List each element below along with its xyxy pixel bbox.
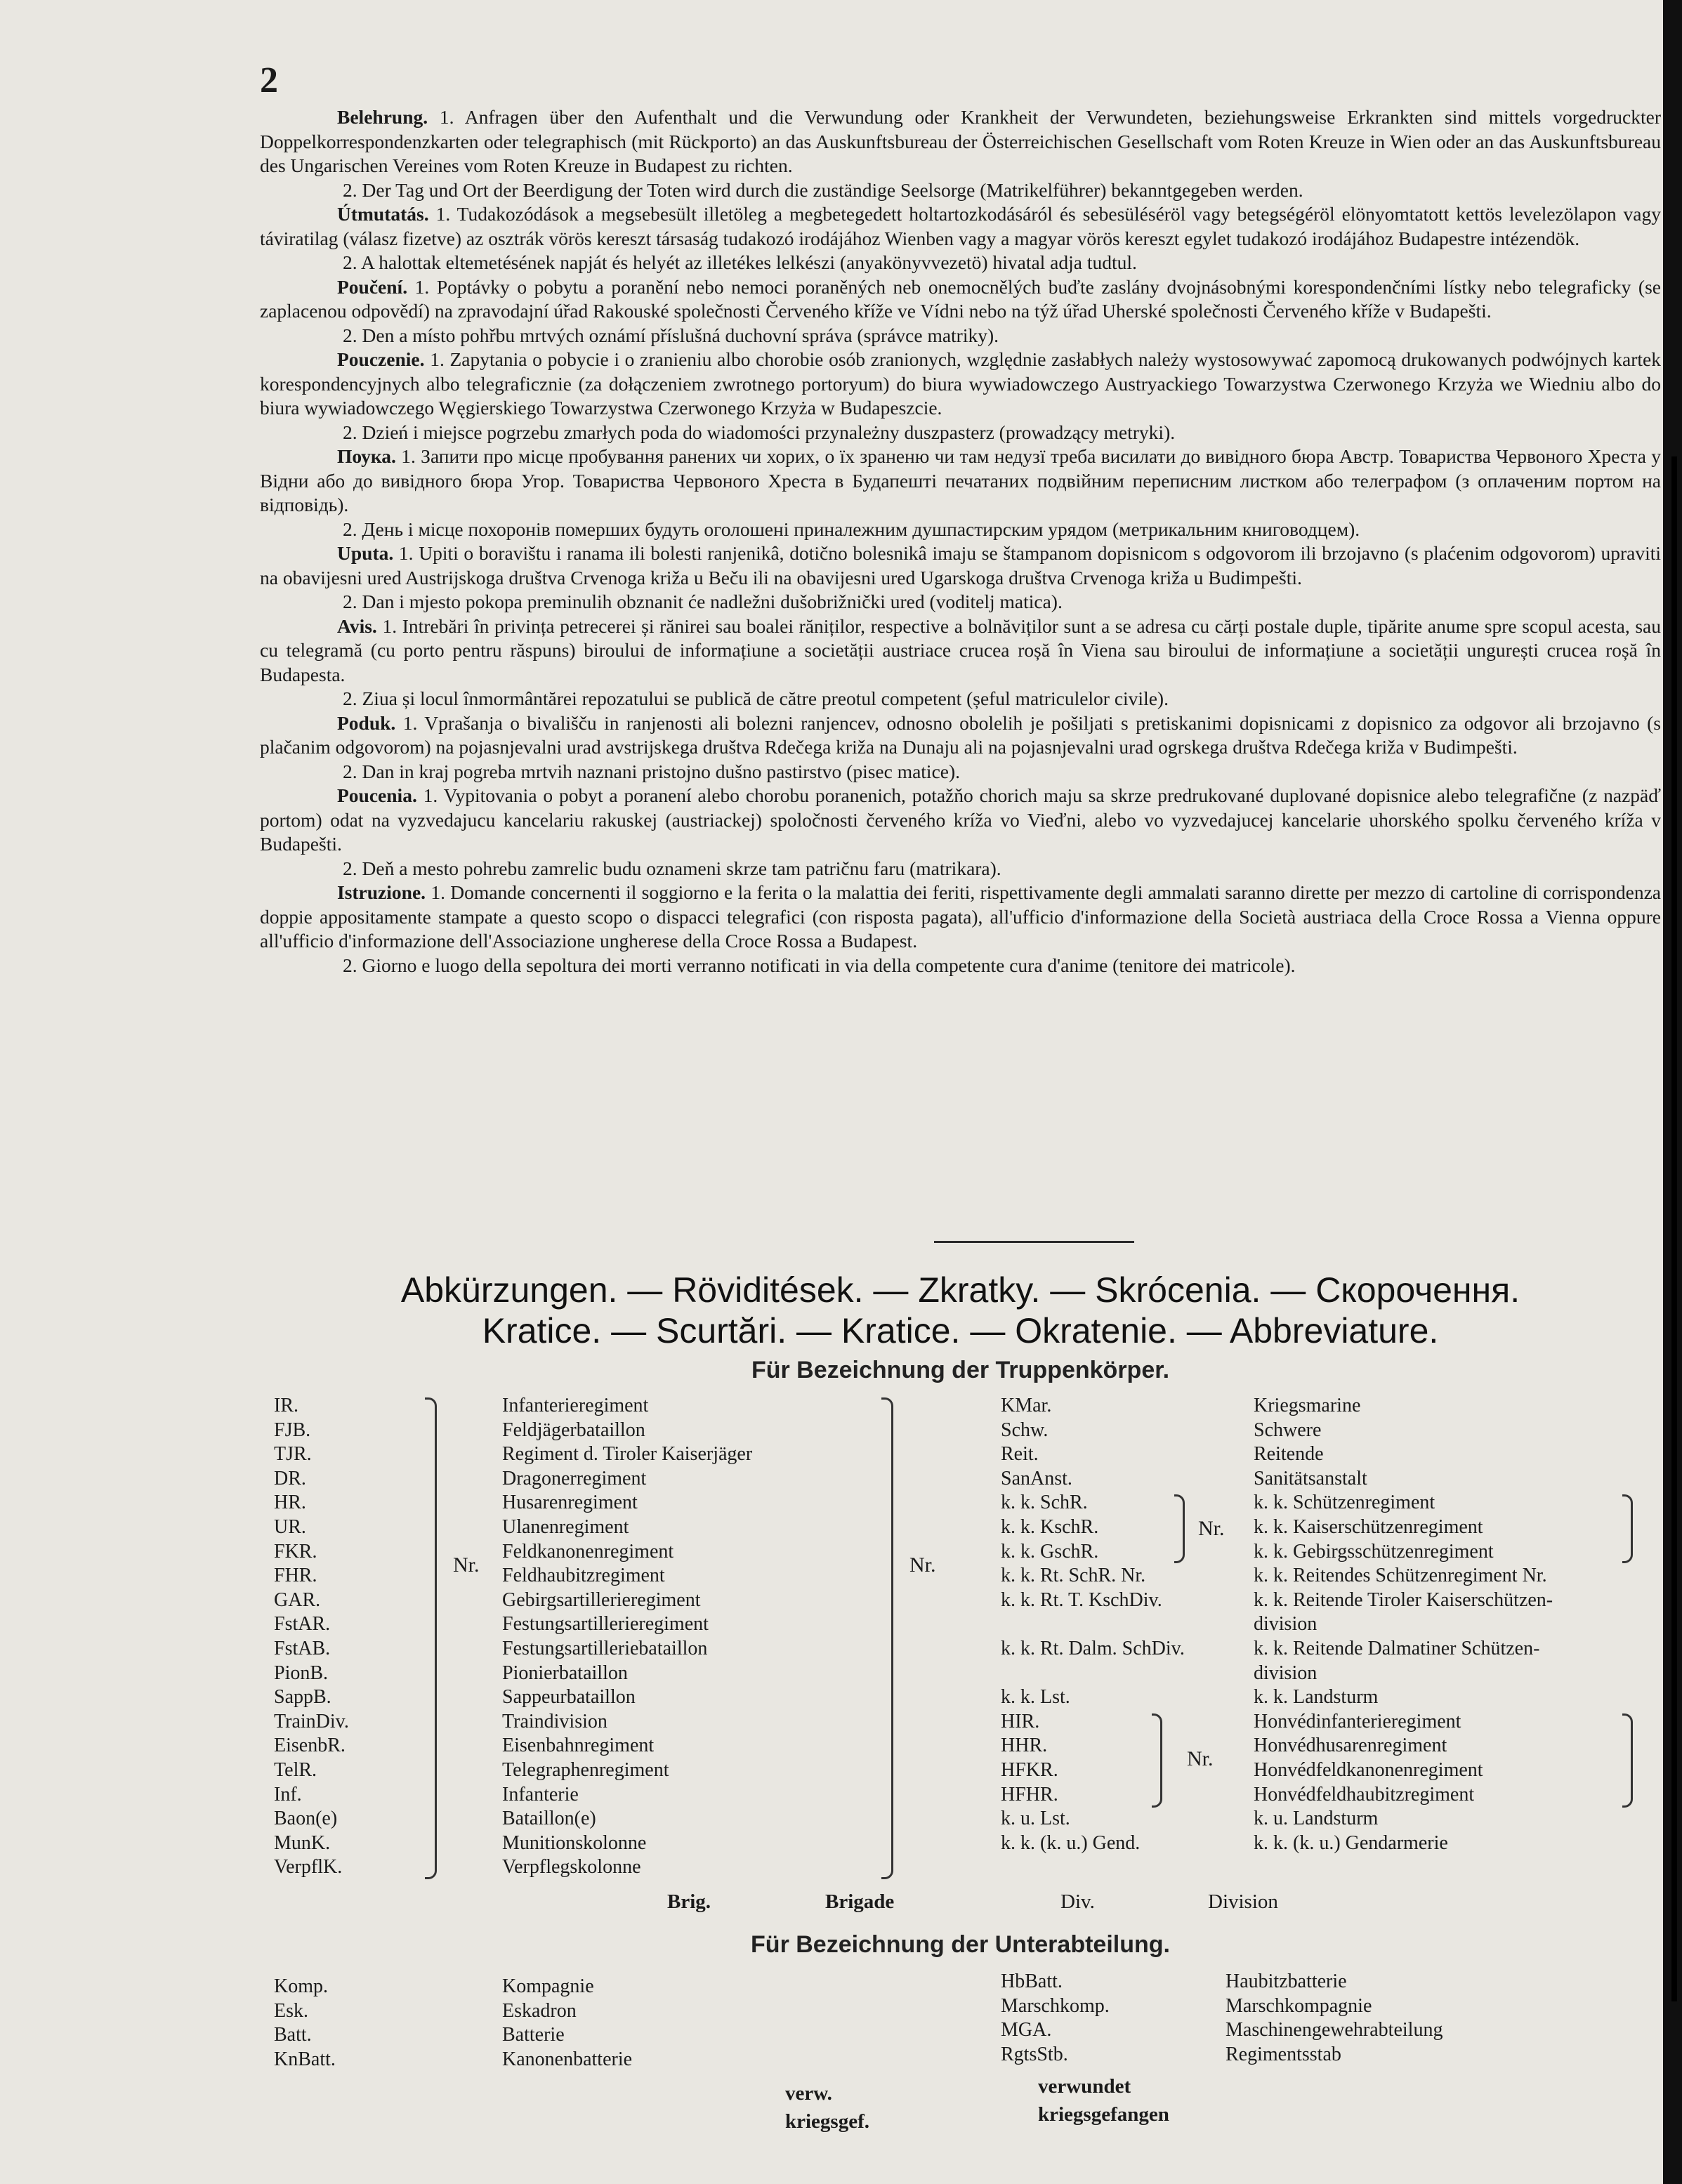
brig-abbreviation: Brig.	[667, 1890, 711, 1913]
abbreviation-item: Komp.	[274, 1975, 328, 1997]
fullname-item: Regimentsstab	[1226, 2043, 1341, 2065]
separator-rule	[934, 1241, 1134, 1243]
abbreviation-item: Inf.	[274, 1783, 302, 1805]
instruction-text: 2. Der Tag und Ort der Beerdigung der Toten wird durch die zuständige Seelsorge (Matrikelführer) bekanntgegeben werden.	[343, 178, 1303, 201]
fullname-item: Kriegsmarine	[1254, 1395, 1361, 1416]
abbreviation-item: RgtsStb.	[1001, 2043, 1068, 2065]
instruction-lead: Uputa.	[337, 542, 394, 564]
instruction-paragraph	[260, 324, 1661, 348]
abbreviation-item: k. k. KschR.	[1001, 1515, 1099, 1538]
abbreviation-item: k. k. Rt. T. KschDiv.	[1001, 1588, 1162, 1611]
abbreviation-item: k. u. Lst.	[1001, 1808, 1070, 1830]
instruction-text: 2. Dan in kraj pogreba mrtvih naznani pristojno dušno pastirstvo (pisec matice).	[343, 760, 961, 782]
div-fullname: Division	[1208, 1890, 1278, 1913]
fullname-item: Kompagnie	[502, 1975, 594, 1997]
abbreviation-item: GAR.	[274, 1588, 321, 1611]
abbreviation-item: FJB.	[274, 1419, 311, 1441]
fullname-item: Telegraphenregiment	[502, 1758, 669, 1781]
abbreviation-item: TelR.	[274, 1758, 317, 1781]
fullname-item: k. k. Reitendes Schützenregiment Nr.	[1254, 1565, 1547, 1587]
abbreviation-item: DR.	[274, 1467, 306, 1489]
instruction-text: 1. Poptávky o pobytu a poranění nebo nemoci poraněných neb onemocnělých buďte zaslány dvojnásobnými korespondenčními lístky nebo telegraficky (se zaplacenou odpovědí) na zpravodajní úřad Rakouské společnosti Červeného kříže ve Vídni nebo na týž úřad Uherské společnosti Červeného kříže v Budapešti.	[260, 275, 1661, 322]
instruction-paragraph	[260, 202, 1661, 251]
fullname-item: Honvédhusarenregiment	[1254, 1735, 1447, 1757]
instruction-paragraph	[260, 275, 1661, 324]
page-number: 2	[260, 60, 278, 100]
fullname-item: Haubitzbatterie	[1226, 1971, 1347, 1992]
instruction-lead: Belehrung.	[337, 106, 428, 128]
instruction-paragraph	[260, 687, 1661, 711]
troops-heading: Für Bezeichnung der Truppenkörper.	[751, 1357, 1170, 1383]
middle-brace	[881, 1397, 893, 1879]
fullname-item: Dragonerregiment	[502, 1467, 647, 1489]
abbreviation-item: SanAnst.	[1001, 1467, 1072, 1489]
instruction-text: 1. Intrebări în privința petrecerei și rănirei sau boalei răniților, respective a bolnăviților sunt a se adresa cu cărți postale duple, tipărite anume spre scopul acesta, sau cu telegramă (cu porto pentru răspuns) biroului de informațiune a societății austriace crucea roșă în Viena sau biroului de informațiune a societății ungurești crucea roșă în Budapesta.	[260, 614, 1662, 685]
instructions-section	[260, 105, 1661, 978]
instruction-text: 1. Vprašanja o bivališču in ranjenosti ali bolezni ranjencev, odnosno obolelih je pošiljati s pretiskanimi dopisnicami z dopisnico za odgovor ali brzojavno (s plačanim odgovorom) na pojasnjevalni urad avstrijskega društva Rdečega križa na Dunaju ali na pojasnjevalni urad ogrskega društva Rdečega križa v Budimpešti.	[260, 711, 1661, 758]
left-fullname-list	[502, 1394, 752, 1880]
instruction-text: 2. A halottak eltemetésének napját és helyét az illetékes lelkészi (anyakönyvvezetö) hivatal adja tudtul.	[343, 251, 1137, 273]
footer-abbreviation-pow: kriegsgef.	[785, 2110, 869, 2133]
abbreviation-item: HR.	[274, 1492, 306, 1514]
subunit-right-fullname-list	[1226, 1970, 1443, 2067]
abbreviation-item: k. k. (k. u.) Gend.	[1001, 1831, 1141, 1854]
instruction-text: 2. День і місце похоронів померших будуть оголошені приналежним душпастирским урядом (метрикальним книговодцем).	[343, 518, 1360, 540]
schuetzen-brace	[1174, 1494, 1185, 1563]
abbreviation-item: k. k. Lst.	[1001, 1686, 1070, 1709]
abbreviation-item	[1001, 1662, 1185, 1686]
left-brace	[425, 1397, 437, 1879]
fullname-item: Festungsartillerieregiment	[502, 1613, 709, 1636]
fullname-item: Sanitätsanstalt	[1254, 1467, 1367, 1489]
fullname-item: division	[1254, 1662, 1318, 1684]
instruction-text: 2. Ziua și locul înmormântărei repozatului se publică de către preotul competent (șeful matriculelor civile).	[343, 688, 1169, 709]
abbreviation-item: KnBatt.	[274, 2048, 336, 2070]
abbreviation-item: MunK.	[274, 1831, 331, 1854]
subunit-left-fullname-list	[502, 1975, 632, 2072]
abbreviation-item: Baon(e)	[274, 1808, 338, 1830]
fullname-item: Infanterie	[502, 1783, 579, 1805]
left-nr-label: Nr.	[453, 1553, 480, 1577]
fullname-item: Sappeurbataillon	[502, 1686, 636, 1709]
instruction-text: 2. Dan i mjesto pokopa preminulih obznanit će nadležni dušobrižnički ured (voditelj matica).	[343, 591, 1063, 612]
instruction-paragraph	[260, 251, 1661, 275]
instruction-paragraph	[260, 954, 1661, 978]
fullname-item: Marschkompagnie	[1226, 1994, 1372, 2017]
footer-abbreviation-wounded: verw.	[785, 2082, 832, 2105]
instruction-lead: Istruzione.	[337, 881, 426, 903]
fullname-item: Munitionskolonne	[502, 1831, 647, 1854]
fullname-item: Infanterieregiment	[502, 1395, 649, 1416]
fullname-item: k. u. Landsturm	[1254, 1808, 1379, 1830]
instruction-paragraph	[260, 711, 1661, 760]
abbreviation-item: FstAR.	[274, 1613, 331, 1636]
honved-brace	[1152, 1713, 1162, 1808]
instruction-text: 2. Den a místo pohřbu mrtvých oznámí příslušná duchovní správa (správce matriky).	[343, 324, 999, 346]
abbreviation-item: Esk.	[274, 1999, 308, 2022]
fullname-item: Feldjägerbataillon	[502, 1419, 645, 1441]
abbreviation-item: HIR.	[1001, 1710, 1040, 1732]
fullname-item: Regiment d. Tiroler Kaiserjäger	[502, 1443, 753, 1466]
abbreviation-item: FKR.	[274, 1540, 317, 1563]
instruction-text: 1. Upiti o boravištu i ranama ili bolesti ranjenikâ, dotično bolesnikâ imaju se štampanom dopisnicom s odgovorom ili brzojavno (s plaćenim odgovorom) upraviti na obavijesni ured Austrijskoga društva Crvenoga križa u Beču ili na obavijesni ured Ugarskoga društva Crvenoga križa u Budimpešti.	[260, 542, 1662, 588]
schuetzen-right-brace	[1622, 1494, 1633, 1563]
fullname-item: Gebirgsartillerieregiment	[502, 1588, 701, 1611]
fullname-item: Honvédinfanterieregiment	[1254, 1710, 1461, 1732]
right-fullname-list	[1254, 1394, 1553, 1855]
abbreviation-item: UR.	[274, 1515, 306, 1538]
fullname-item: Schwere	[1254, 1419, 1322, 1441]
abbreviation-item: MGA.	[1001, 2019, 1052, 2041]
fullname-item: Ulanenregiment	[502, 1515, 629, 1538]
abbreviation-item: EisenbR.	[274, 1735, 346, 1757]
instruction-paragraph	[260, 541, 1661, 590]
instruction-paragraph	[260, 518, 1661, 542]
abbreviation-item: k. k. SchR.	[1001, 1492, 1088, 1514]
fullname-item: k. k. Landsturm	[1254, 1686, 1379, 1709]
instruction-paragraph	[260, 445, 1661, 518]
fullname-item: division	[1254, 1613, 1318, 1636]
fullname-item: Eisenbahnregiment	[502, 1735, 655, 1757]
instruction-lead: Poduk.	[337, 711, 396, 734]
instruction-paragraph	[260, 421, 1661, 445]
fullname-item: k. k. Reitende Tiroler Kaiserschützen-	[1254, 1588, 1553, 1611]
fullname-item: Reitende	[1254, 1443, 1324, 1466]
instruction-text: 1. Anfragen über den Aufenthalt und die Verwundung oder Krankheit der Verwundeten, beziehungsweise Erkrankten sind mittels vorgedruckter Doppelkorrespondenzkarten oder telegraphisch (mit Rückporto) an das Auskunftsbureau der Österreichischen Gesellschaft vom Roten Kreuze in Wien oder an das Auskunftsbureau des Ungarischen Vereines vom Roten Kreuze in Budapest zu richten.	[260, 106, 1662, 176]
fullname-item: Eskadron	[502, 1999, 577, 2022]
div-abbreviation: Div.	[1060, 1890, 1095, 1913]
instruction-text: 2. Dzień i miejsce pogrzebu zmarłych poda do wiadomości przynależny duszpasterz (prowadzący metryki).	[343, 421, 1176, 443]
instruction-text: 2. Deň a mesto pohrebu zamrelic budu oznameni skrze tam patričnu faru (matrikara).	[343, 857, 1001, 879]
instruction-text: 1. Tudakozódások a megsebesült illetöleg a megbetegedett holtartozkodásáról és sebesüléséröl vagy betegségéröl elönyomtatott kettös levelezölapon vagy táviratilag (válasz fizetve) az osztrák vörös kereszt társaság tudakozó irodájához Wienben vagy a magyar vörös kereszt egylet tudakozó irodájához Budapestre intézendök.	[260, 203, 1661, 249]
instruction-lead: Poucenia.	[337, 784, 417, 806]
abbreviation-item: Schw.	[1001, 1419, 1049, 1441]
fullname-item: Honvédfeldkanonenregiment	[1254, 1758, 1483, 1781]
abbreviation-item: HFKR.	[1001, 1758, 1058, 1781]
instruction-text: 1. Запити про місце пробування ранених чи хорих, о їх зраненю чи там недузї треба висилати до вивідного бюра Австр. Товариства Червоного Хреста у Відни або до вивідного бюра Угор. Товариства Червоного Хреста в Будапешті печатаних подвійним переписним листком або телеграфом (з оплаченим портом на відповідь).	[260, 445, 1662, 515]
abbreviation-item: FstAB.	[274, 1637, 331, 1659]
instruction-lead: Avis.	[337, 614, 377, 637]
abbreviation-item: FHR.	[274, 1565, 317, 1587]
instruction-paragraph	[260, 857, 1661, 881]
fullname-item: Bataillon(e)	[502, 1808, 596, 1830]
instruction-lead: Pouczenie.	[337, 348, 425, 370]
fullname-item: Feldhaubitzregiment	[502, 1565, 665, 1587]
abbreviation-item: HHR.	[1001, 1735, 1048, 1757]
instruction-paragraph	[260, 784, 1661, 857]
fullname-item: Feldkanonenregiment	[502, 1540, 674, 1563]
instruction-paragraph	[260, 760, 1661, 784]
instruction-text: 1. Zapytania o pobycie i o zranieniu albo chorobie osób zranionych, względnie zasłabłych należy wystosowywać zapomocą drukowanych podwójnych kartek korespondencyjnych albo telegraficznie (za dołączeniem zwrotnego portoryum) do biura wywiadowczego Austryackiego Towarzystwa Czerwonego Krzyża we Wiedniu albo do biura wywiadowczego Węgierskiego Towarzystwa Czerwonego Krzyża w Budapeszcie.	[260, 348, 1661, 419]
fullname-item: Pionierbataillon	[502, 1662, 628, 1684]
abbreviation-item: k. k. Rt. SchR. Nr.	[1001, 1565, 1146, 1587]
instruction-text: 1. Vypitovania o pobyt a poranení alebo chorobu poranenich, potažňo chorich maju sa skrze predrukované duplované dopisnice alebo telegrafične (z nazpäď portom) odat na vyzvedajucu kancelariu rakuskej (austriackej) spoločnosti červeného kríža vo Vieďni, alebo vo vyzvedajucej kancelarie uhorského spolku červeného kríža v Budapešti.	[260, 784, 1662, 855]
honved-right-brace	[1622, 1713, 1633, 1808]
instruction-text: 1. Domande concernenti il soggiorno e la ferita o la malattia dei feriti, rispettivamente degli ammalati saranno dirette per mezzo di cartoline di corrispondenza doppie appositamente stampate a questo scopo o dispacci telegrafici (con risposta pagata), all'ufficio d'informazione della Società austriaca della Croce Rossa a Vienna oppure all'ufficio d'informazione dell'Associazione ungherese della Croce Rossa a Budapest.	[260, 881, 1662, 952]
fullname-item: Maschinengewehrabteilung	[1226, 2019, 1443, 2041]
abbreviation-item: Batt.	[274, 2024, 312, 2046]
fullname-item: Honvédfeldhaubitzregiment	[1254, 1783, 1475, 1805]
left-abbreviation-list	[274, 1394, 349, 1880]
paper-tear-mark	[1671, 456, 1677, 2001]
instruction-paragraph	[260, 881, 1661, 954]
instruction-lead: Útmutatás.	[337, 203, 429, 225]
abbreviation-item: PionB.	[274, 1662, 329, 1684]
abbreviation-item: SappB.	[274, 1686, 331, 1709]
abbreviation-item: HFHR.	[1001, 1783, 1058, 1805]
fullname-item: Batterie	[502, 2024, 565, 2046]
instruction-paragraph	[260, 105, 1661, 178]
abbreviation-item: IR.	[274, 1395, 298, 1416]
abbreviation-item: HbBatt.	[1001, 1971, 1063, 1992]
abbreviation-item: TrainDiv.	[274, 1710, 349, 1732]
subunit-left-abbreviation-list	[274, 1975, 336, 2072]
abbreviations-title-line-1: Abkürzungen. — Röviditések. — Zkratky. — Skrócenia. — Скорочення.	[400, 1270, 1520, 1310]
brig-fullname: Brigade	[825, 1890, 895, 1913]
abbreviation-item	[1001, 1612, 1185, 1637]
subunit-heading: Für Bezeichnung der Unterabteilung.	[751, 1931, 1170, 1958]
abbreviations-title-line-2: Kratice. — Scurtări. — Kratice. — Okratenie. — Abbreviature.	[482, 1311, 1439, 1350]
instruction-paragraph	[260, 590, 1661, 614]
instruction-paragraph	[260, 614, 1661, 688]
fullname-item: Verpflegskolonne	[502, 1856, 641, 1879]
abbreviation-item: Marschkomp.	[1001, 1994, 1110, 2017]
middle-nr-label: Nr.	[909, 1553, 936, 1577]
instruction-text: 2. Giorno e luogo della sepoltura dei morti verranno notificati in via della competente cura d'anime (tenitore dei matricole).	[343, 954, 1296, 976]
abbreviation-item: k. k. Rt. Dalm. SchDiv.	[1001, 1637, 1185, 1659]
instruction-paragraph	[260, 178, 1661, 203]
abbreviation-item: TJR.	[274, 1443, 312, 1466]
instruction-lead: Поука.	[337, 445, 396, 467]
instruction-paragraph	[260, 348, 1661, 421]
fullname-item: k. k. (k. u.) Gendarmerie	[1254, 1831, 1448, 1854]
abbreviation-item: VerpflK.	[274, 1856, 343, 1879]
footer-fullname-pow: kriegsgefangen	[1038, 2103, 1169, 2126]
subunit-right-abbreviation-list	[1001, 1970, 1110, 2067]
schuetzen-nr-label: Nr.	[1198, 1517, 1225, 1540]
fullname-item: Husarenregiment	[502, 1492, 638, 1514]
abbreviation-item: k. k. GschR.	[1001, 1540, 1099, 1563]
fullname-item: k. k. Gebirgsschützenregiment	[1254, 1540, 1494, 1563]
fullname-item: k. k. Schützenregiment	[1254, 1492, 1435, 1514]
abbreviation-item: KMar.	[1001, 1395, 1052, 1416]
abbreviation-item: Reit.	[1001, 1443, 1039, 1466]
fullname-item: k. k. Reitende Dalmatiner Schützen-	[1254, 1637, 1540, 1659]
instruction-lead: Poučení.	[337, 275, 408, 298]
fullname-item: Kanonenbatterie	[502, 2048, 633, 2070]
fullname-item: k. k. Kaiserschützenregiment	[1254, 1515, 1483, 1538]
fullname-item: Traindivision	[502, 1710, 607, 1732]
footer-fullname-wounded: verwundet	[1038, 2075, 1131, 2098]
honved-nr-label: Nr.	[1187, 1747, 1214, 1770]
fullname-item: Festungsartilleriebataillon	[502, 1637, 708, 1659]
